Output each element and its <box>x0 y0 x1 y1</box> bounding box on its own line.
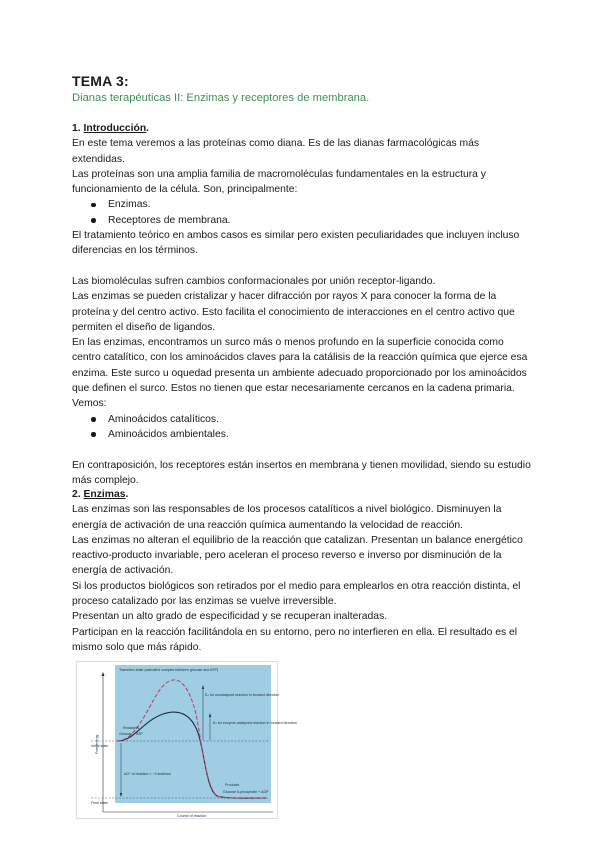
paragraph: Participan en la reacción facilitándola en su entorno, pero no interfieren en ella. El resultado es el mismo solo que más rápido. <box>72 626 518 653</box>
y-axis-arrow <box>102 672 105 676</box>
section-introduccion <box>72 121 532 488</box>
section2-heading-text: Enzimas <box>83 489 126 500</box>
section1-heading-text: Introducción <box>83 123 147 134</box>
bullet-list <box>72 197 532 228</box>
paragraph: En contraposición, los receptores están insertos en membrana y tienen movilidad, siendo su estudio más complejo. <box>72 459 531 486</box>
final-state-label: Final state <box>91 801 108 805</box>
paragraph: Las biomoléculas sufren cambios conformacionales por unión receptor-ligando. <box>72 275 436 287</box>
paragraph: Las enzimas no alteran el equilibrio de la reacción que catalizan. Presentan un balance energético reactivo-producto invariable, pero aceleran el proceso reverso e inverso por disminución de la energía de activación. <box>72 534 523 577</box>
list-item: Enzimas. <box>72 197 532 212</box>
delta-g-label: ΔG° of reaction = −4 kcal/mol <box>124 772 171 776</box>
y-axis-label: Free energy <box>95 734 99 754</box>
products-sub-label: Glucose 6-phosphate + ADP <box>223 790 269 794</box>
section1-heading: 1. Introducción. <box>72 123 150 134</box>
reactants-sub-label: Glucose + ATP <box>119 732 143 736</box>
paragraph: Las proteínas son una amplia familia de macromoléculas fundamentales en la estructura y funcionamiento de la célula. Son, principalmente: <box>72 168 486 196</box>
paragraph: Si los productos biológicos son retirados por el medio para emplearlos en otra reacción distinta, el proceso catalizado por las enzimas se vuelve irreversible. <box>72 580 521 608</box>
page-title: TEMA 3: <box>72 73 129 89</box>
reactants-label: Reactants <box>123 726 140 730</box>
paragraph: El tratamiento teórico en ambos casos es similar pero existen peculiaridades que incluyen incluso diferencias en los términos. <box>72 230 520 257</box>
bullet-list <box>72 412 532 443</box>
transition-state-label: Transition state (activated complex between glucose and ATP) <box>119 668 219 672</box>
paragraph: En este tema veremos a las proteínas como diana. Es de las dianas farmacológicas más extendidas. <box>72 138 480 165</box>
section-enzimas <box>72 487 532 655</box>
paragraph: Las enzimas se pueden cristalizar y hacer difracción por rayos X para conocer la forma de la proteína y del centro activo. Esto facilita el conocimiento de interacciones en el centro activo que permiten el diseño de ligandos. <box>72 291 515 333</box>
list-item: Receptores de membrana. <box>72 213 532 228</box>
paragraph: Presentan un alto grado de especificidad y se recuperan inalteradas. <box>72 611 388 623</box>
paragraph: Las enzimas son las responsables de los procesos catalíticos a nivel biológico. Disminuyen la energía de activación de una reacción química aumentando la velocidad de reacción. <box>72 504 502 531</box>
energy-diagram <box>77 662 298 818</box>
section2-heading: 2. Enzimas. <box>72 489 129 500</box>
ea-uncatalyzed-label: Eₐ for uncatalyzed reaction in forward direction <box>205 693 280 697</box>
page-subtitle: Dianas terapéuticas II: Enzimas y receptores de membrana. <box>72 92 370 104</box>
energy-diagram-figure <box>76 661 298 819</box>
list-item: Aminoácidos ambientales. <box>72 427 532 442</box>
products-label: Products <box>225 783 240 787</box>
paragraph: En las enzimas, encontramos un surco más o menos profundo en la superficie conocida como centro catalítico, con los aminoácidos claves para la catálisis de la reacción química que ejerce esa enzima. Este surco u oquedad presenta un ambiente adecuado proporcionado por los aminoácidos que definen el surco. Estos no tienen que estar necesariamente cercanos en la cadena primaria. Vemos: <box>72 337 528 410</box>
list-item: Aminoácidos catalíticos. <box>72 412 532 427</box>
initial-state-label: Initial state <box>91 744 109 748</box>
x-axis-label: Course of reaction <box>177 814 207 818</box>
ea-catalyzed-label: Eₐ for enzyme-catalyzed reaction in forward direction <box>213 721 298 725</box>
